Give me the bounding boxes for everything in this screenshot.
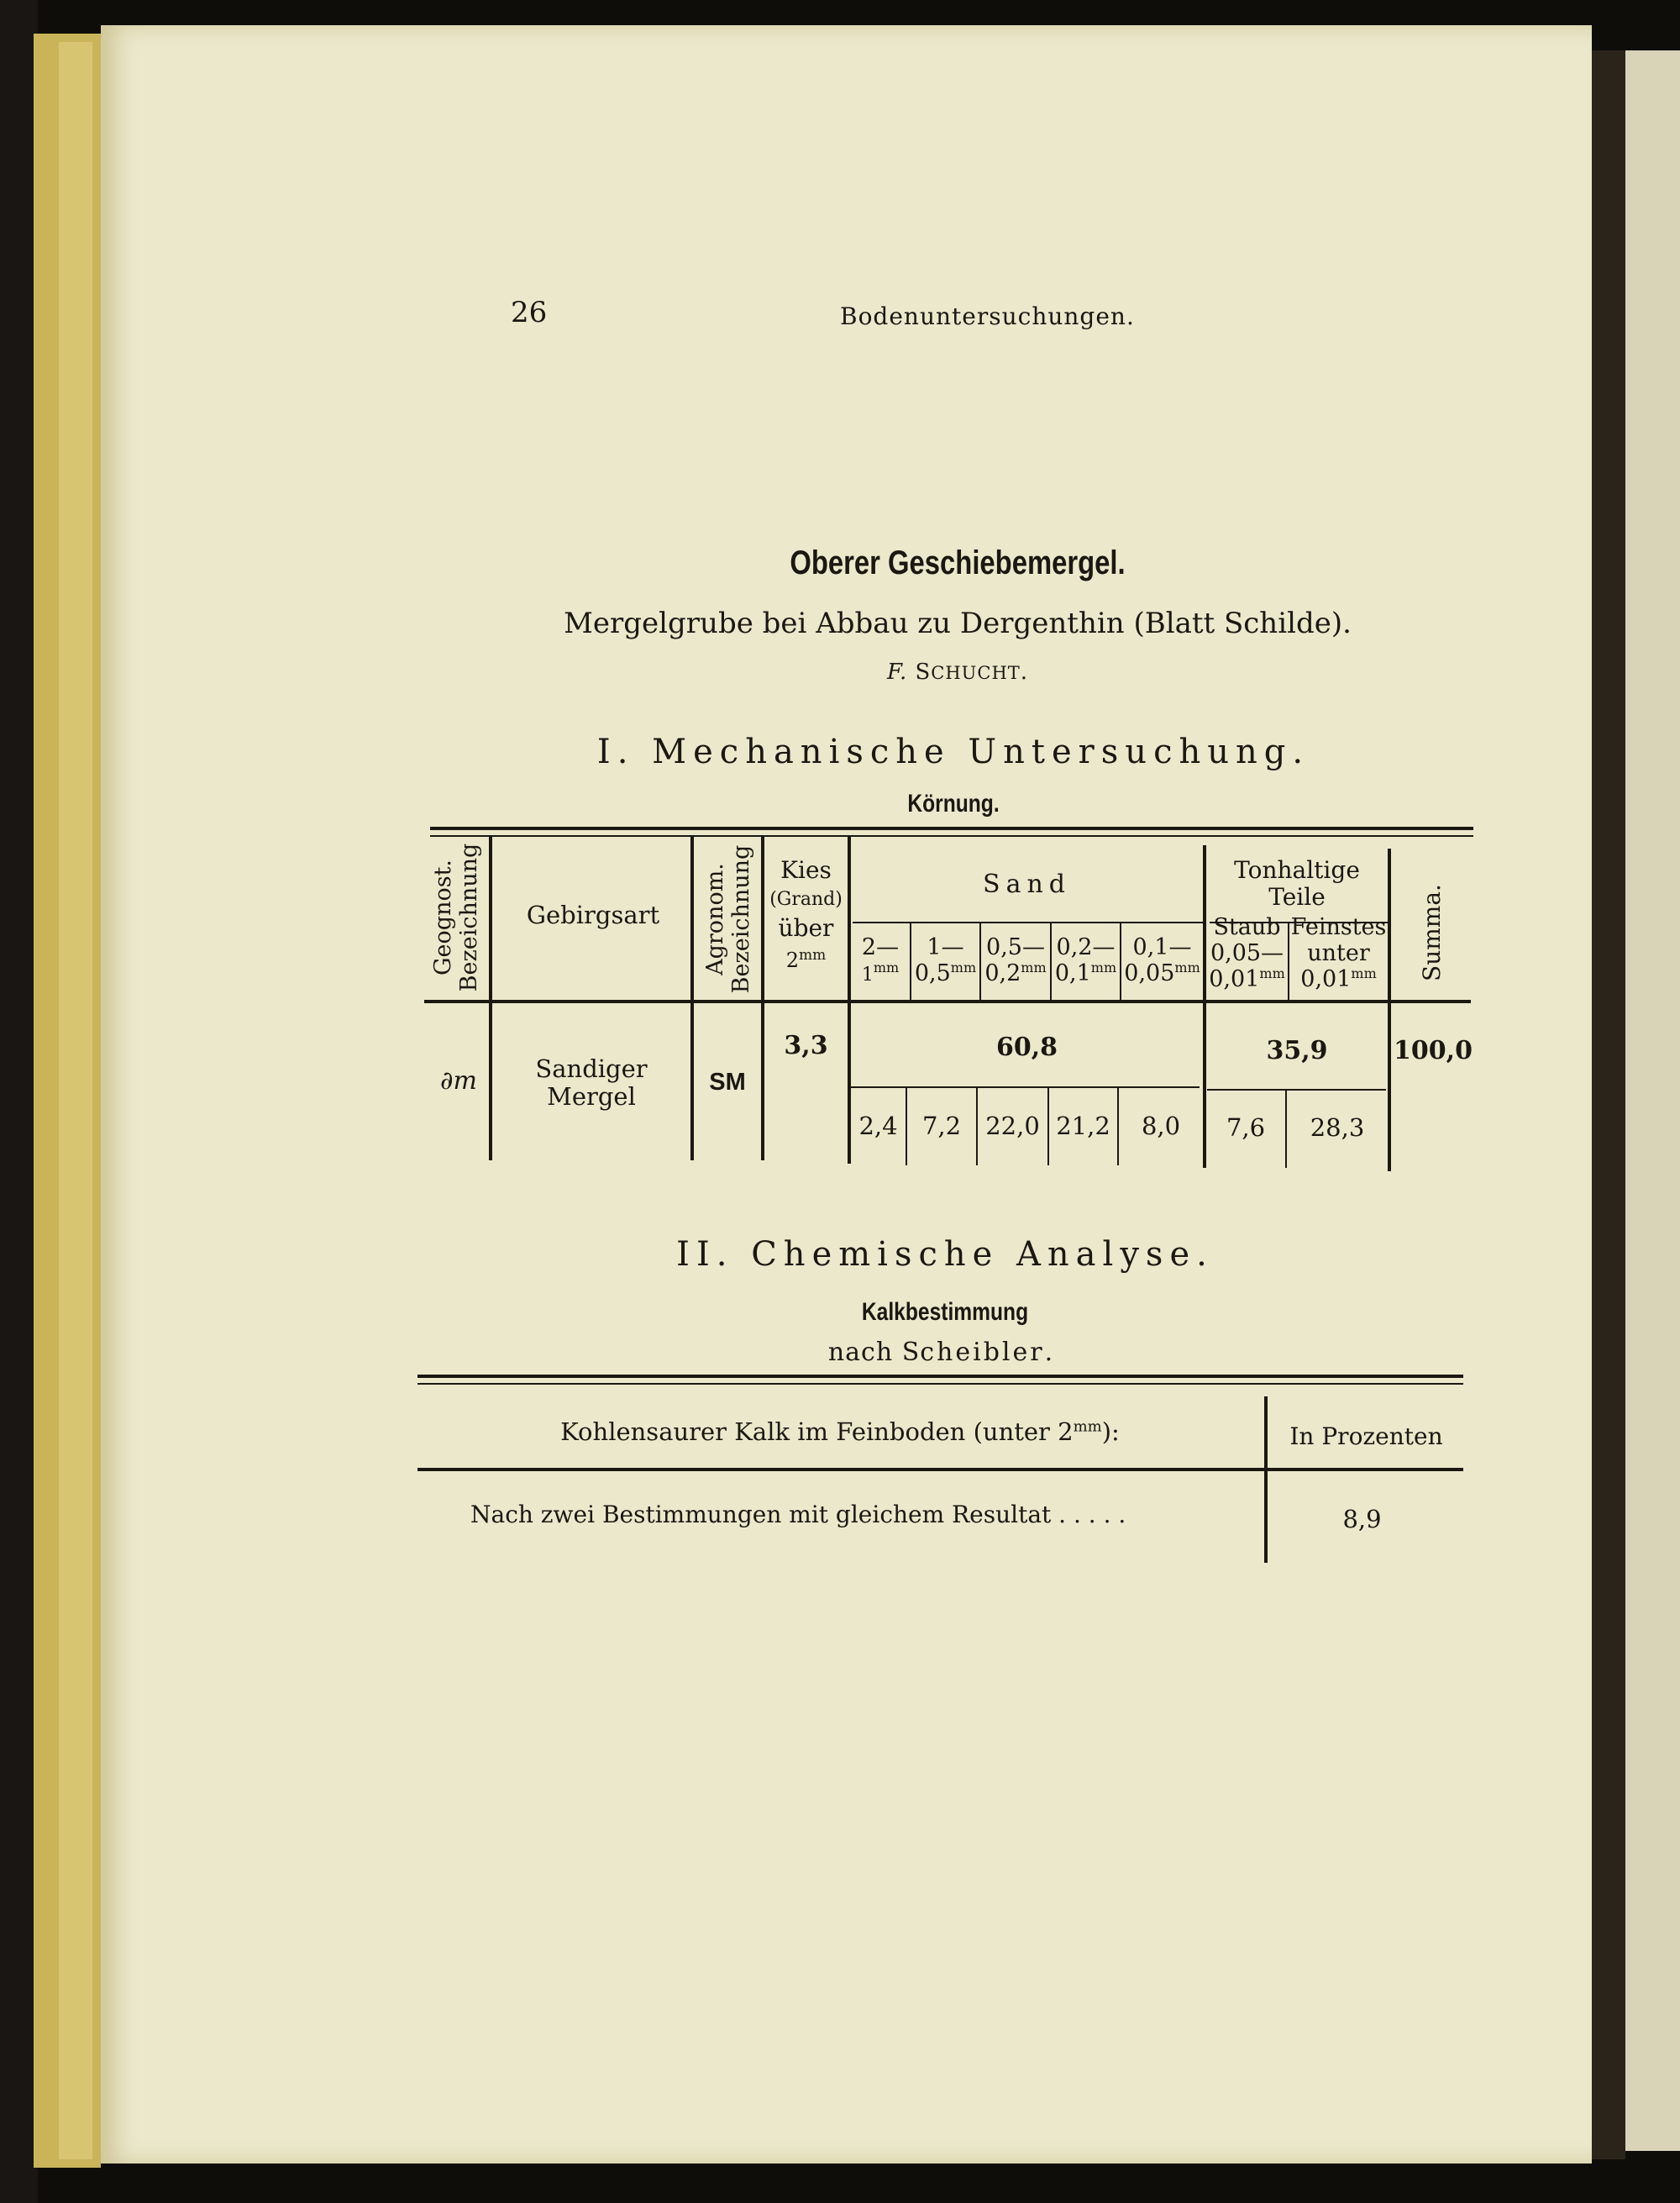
- cell-geognost: ∂m: [440, 1066, 477, 1096]
- book-gutter-right: [1592, 50, 1625, 2159]
- kies-size: $2^{mm}$: [785, 946, 827, 972]
- header-geognost: Geognost. Bezeichnung: [429, 843, 482, 992]
- section2-method: nach Scheibler.: [827, 1338, 1054, 1367]
- cell-ton-value: 7,6: [1226, 1113, 1266, 1142]
- grand-label: (Grand): [769, 889, 843, 911]
- cell-sand-value: 7,2: [921, 1112, 962, 1140]
- cell-gebirgsart: Sandiger Mergel: [535, 1054, 648, 1112]
- running-header: Bodenuntersuchungen.: [840, 302, 1135, 330]
- author: F. SCHUCHT.: [886, 660, 1029, 685]
- section2-heading: II. Chemische Analyse.: [676, 1235, 1214, 1274]
- sand-data-rule: [851, 1086, 1200, 1088]
- header-feinstes: Feinstes unter $0,01^{mm}$: [1290, 914, 1387, 993]
- cell-agronom: SM: [709, 1069, 746, 1096]
- cell-sand-value: 21,2: [1056, 1112, 1110, 1140]
- header-sand-02-01: 0,2— $0,1^{mm}$: [1054, 934, 1117, 987]
- cell-ton-value: 28,3: [1310, 1113, 1365, 1142]
- ton-data-rule: [1207, 1089, 1386, 1091]
- lime-header-percent: In Prozenten: [1289, 1422, 1443, 1450]
- header-summa: Summa.: [1417, 884, 1446, 981]
- header-gebirgsart: Gebirgsart: [526, 901, 660, 929]
- document-title: Oberer Geschiebemergel.: [790, 544, 1126, 581]
- col-divider-1: [489, 837, 492, 1160]
- lime-row-label: Nach zwei Bestimmungen mit gleichem Resultat . . . . .: [470, 1501, 1126, 1528]
- lime-col-divider: [1264, 1396, 1268, 1563]
- cell-kies: 3,3: [784, 1031, 828, 1060]
- ueber-label: über: [778, 914, 834, 943]
- page-number: 26: [511, 296, 548, 329]
- facing-page-edge: [1625, 50, 1680, 2151]
- col-divider-6: [1388, 849, 1391, 1171]
- page-edges-left-inner: [59, 42, 92, 2159]
- header-staub: Staub 0,05— $0,01^{mm}$: [1209, 914, 1285, 993]
- book-page: [101, 25, 1592, 2164]
- cell-sand-total: 60,8: [995, 1033, 1058, 1062]
- section1-subheading: Körnung.: [907, 790, 1000, 818]
- header-tonhaltige: Tonhaltige Teile: [1234, 856, 1360, 912]
- cell-summa: 100,0: [1394, 1036, 1473, 1065]
- table-top-rule-thin: [430, 835, 1473, 837]
- header-sand-1-05: 1— $0,5^{mm}$: [914, 934, 977, 987]
- cell-sand-value: 22,0: [985, 1112, 1040, 1140]
- header-sand-05-02: 0,5— $0,2^{mm}$: [984, 934, 1047, 987]
- header-sand-2-1: 2— $1^{mm}$: [861, 934, 900, 986]
- header-agronom: Agronom. Bezeichnung: [701, 844, 754, 994]
- lime-header-rule: [417, 1468, 1463, 1471]
- lime-table-top-rule: [417, 1375, 1463, 1378]
- header-kies: [764, 857, 848, 972]
- section2-subheading: Kalkbestimmung: [861, 1298, 1029, 1326]
- lime-header-label: Kohlensaurer Kalk im Feinboden (unter $2^{mm}$):: [560, 1417, 1120, 1446]
- header-bottom-rule: [424, 1000, 1471, 1003]
- table-top-rule: [430, 827, 1473, 830]
- cell-ton-total: 35,9: [1266, 1036, 1328, 1065]
- lime-table-top-rule-thin: [417, 1383, 1463, 1385]
- kies-label: Kies: [780, 856, 832, 884]
- cell-sand-value: 2,4: [858, 1112, 898, 1140]
- document-subtitle: Mergelgrube bei Abbau zu Dergenthin (Blatt Schilde).: [564, 607, 1352, 640]
- sand-header-rule: [853, 922, 1203, 923]
- lime-row-value: 8,9: [1342, 1505, 1382, 1533]
- book-cover-left: [0, 0, 38, 2203]
- header-sand: Sand: [983, 870, 1071, 899]
- section1-heading: I. Mechanische Untersuchung.: [596, 733, 1310, 771]
- header-sand-01-005: 0,1— $0,05^{mm}$: [1124, 934, 1200, 987]
- col-divider-2: [690, 837, 694, 1160]
- cell-sand-value: 8,0: [1141, 1112, 1181, 1140]
